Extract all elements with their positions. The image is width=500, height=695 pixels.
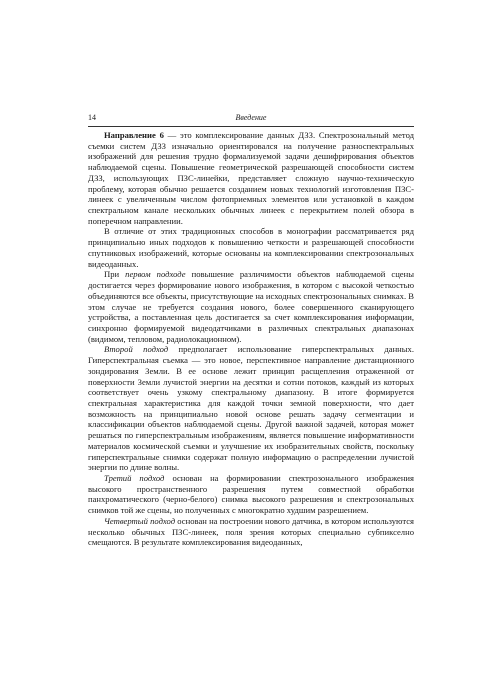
paragraph-text: основан на формировании спектрозонального изображения высокого пространственного разрешения путем совместной обработки панхроматического (черно-белого) снимка высокого разрешения и спектрозональных снимков той же сцены, но полученных с многократно худшим разрешением.: [88, 473, 414, 516]
direction-heading: Направление 6: [104, 130, 164, 140]
paragraph-first-approach: [88, 269, 414, 344]
paragraph-text-lead: При: [104, 269, 126, 280]
paragraph-text: В отличие от этих традиционных способов в монографии рассматривается ряд принципиально иных подходов к повышению четкости и разрешающей способности спутниковых изображений, которые основаны на комплексировании спектрозональных видеоданных.: [88, 226, 414, 269]
paragraph-traditional-methods: [88, 226, 414, 269]
paragraph-text: предполагает использование гиперспектральных данных. Гиперспектральная съемка — это новое, перспективное направление дистанционного зондирования Земли. В ее основе лежит принцип расщепления отраженной от поверхности Земли лучистой энергии на десятки и сотни потоков, каждый из которых соответствует очень узкому спектральному диапазону. В итоге формируется спектральная характеристика для каждой точки земной поверхности, что дает возможность на принципиально новой основе решать задачу сегментации и классификации объектов наблюдаемой сцены. Другой важной задачей, которая может решаться по гиперспектральным изображениям, является повышение информативности материалов космической съемки и улучшение их изобразительных свойств, поскольку гиперспектральные снимки содержат полную информацию о распределении лучистой энергии по длине волны.: [88, 344, 415, 473]
approach-term: первом подходе: [125, 269, 186, 280]
body-text: [88, 130, 414, 548]
approach-term: Третий подход: [104, 473, 165, 483]
running-header: [88, 112, 414, 127]
paragraph-text: — это комплексирование данных ДЗЗ. Спектрозональный метод съемки систем ДЗЗ изначально ориентировался на получение разноспектральных изображений для решения трудно формализуемой задачи дешифрирования объектов наблюдаемой сцены. Повышение геометрической разрешающей способности систем ДЗЗ, использующих ПЗС-линейки, представляет сложную научно-техническую проблему, которая обычно решается созданием новых технологий изготовления ПЗС-линеек с увеличенным числом фотоприемных элементов или установкой в каждом спектральном канале нескольких обычных линеек с перекрытием полей обзора в поперечном направлении.: [88, 130, 414, 226]
paragraph-third-approach: [88, 473, 414, 516]
approach-term: Второй подход: [104, 344, 169, 355]
paragraph-text: повышение различимости объектов наблюдаемой сцены достигается через формирование нового изображения, в котором с высокой четкостью объединяются все объекты, присутствующие на исходных спектрозональных снимках. В этом случае не требуется создания нового, более совершенного сканирующего устройства, а поставленная цель достигается за счет комплексирования информации, синхронно формируемой видеодатчиками в различных спектральных диапазонах (видимом, тепловом, радиолокационном).: [88, 269, 414, 344]
running-title: Введение: [235, 113, 267, 122]
paragraph-second-approach: [88, 344, 414, 473]
approach-term: Четвертый подход: [104, 515, 176, 526]
paragraph-direction-6: [88, 130, 414, 226]
page-number: 14: [88, 113, 96, 122]
paragraph-text: основан на построении нового датчика, в котором используются несколько обычных ПЗС-линеек, поля зрения которых специально субпикселно смещаются. В результате комплексирования видеоданных,: [88, 515, 414, 548]
paragraph-fourth-approach: [88, 516, 414, 548]
